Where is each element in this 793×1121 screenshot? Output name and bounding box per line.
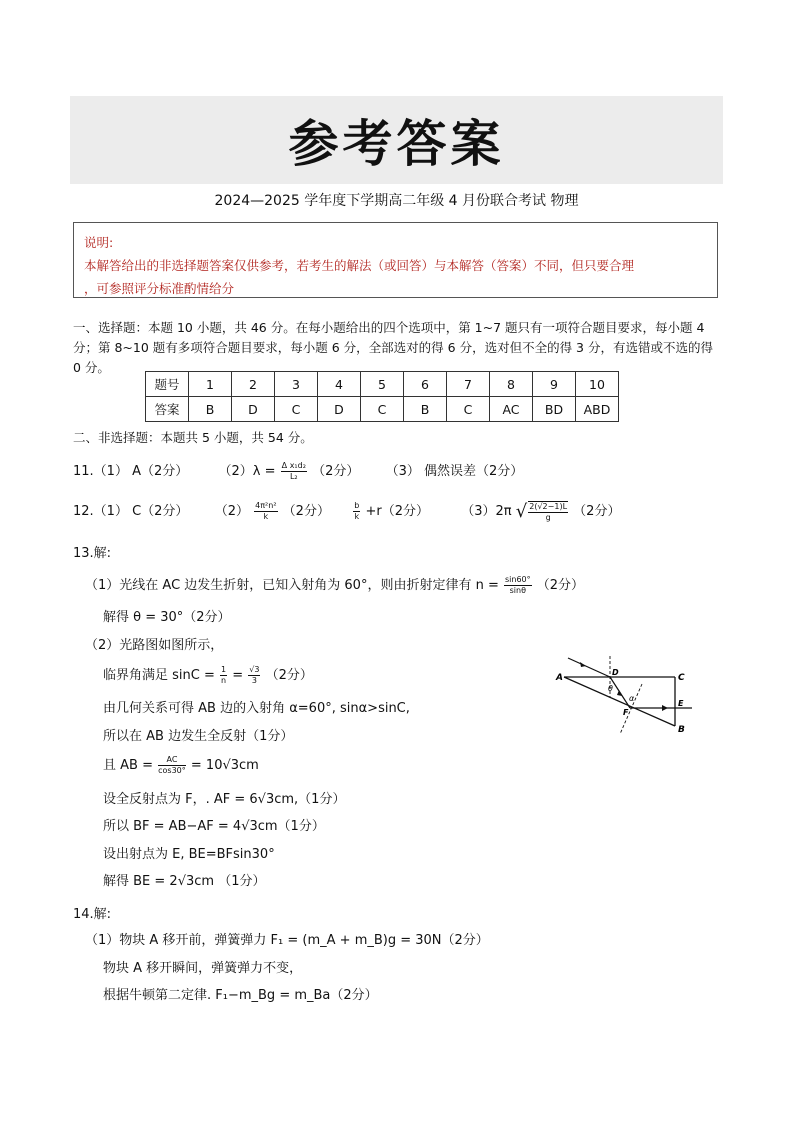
q13-line-8: 设全反射点为 F，. AF = 6√3cm,（1分）: [103, 792, 346, 807]
page-title: 参考答案: [288, 114, 505, 173]
fraction-denominator: 3: [251, 676, 257, 685]
q13-line-2: 解得 θ = 30°（2分）: [103, 610, 231, 625]
incident-ray: [568, 658, 610, 677]
q13-l4-score: （2分）: [265, 668, 313, 683]
table-cell: 10: [576, 372, 619, 397]
label-b: B: [678, 725, 685, 735]
q11-part3: （3） 偶然误差（2分）: [385, 464, 524, 479]
light-path-diagram: [550, 650, 700, 740]
fraction-numerator: 1: [221, 665, 227, 674]
label-d: D: [612, 668, 619, 677]
q12-part2-score: （2分）: [282, 504, 330, 519]
q13-l1-fraction: [504, 575, 532, 596]
q13-line-11: 解得 BE = 2√3cm （1分）: [103, 874, 266, 889]
q12-fraction-3: [528, 501, 568, 523]
q12-part3-score: （2分）: [573, 504, 621, 519]
fraction-numerator: √3: [249, 665, 260, 674]
table-cell: 5: [361, 372, 404, 397]
q11-part2-label: （2）λ =: [218, 464, 276, 479]
table-cell: 7: [447, 372, 490, 397]
fraction-numerator: 2(√2−1)L: [529, 501, 568, 511]
note-heading: 说明:: [84, 235, 114, 250]
q14-line-1: （1）物块 A 移开前，弹簧弹力 F₁ = (m_A + m_B)g = 30N（2分）: [85, 933, 489, 948]
q14-line-2: 物块 A 移开瞬间，弹簧弹力不变，: [103, 961, 303, 976]
prism-edge-ab: [564, 677, 675, 726]
table-cell: 4: [318, 372, 361, 397]
q13-line-1: [85, 574, 584, 596]
label-e: E: [678, 699, 684, 708]
q12-part1: 12.（1） C（2分）: [73, 504, 189, 519]
sqrt-sign-icon: √: [515, 501, 528, 522]
label-f: F: [623, 708, 629, 717]
fraction-numerator: b: [354, 501, 360, 510]
q13-line-7: [103, 754, 259, 776]
table-cell: D: [318, 397, 361, 422]
q13-l4-fraction-1: [220, 665, 227, 686]
label-theta: θ: [608, 684, 613, 693]
q13-line-10: 设出射点为 E, BE=BFsin30°: [103, 847, 275, 862]
q13-l1-text: （1）光线在 AC 边发生折射，已知入射角为 60°，则由折射定律有 n =: [85, 578, 499, 593]
table-cell: BD: [533, 397, 576, 422]
note-line-1: 本解答给出的非选择题答案仅供参考，若考生的解法（或回答）与本解答（答案）不同，但只要合理: [84, 258, 635, 273]
section-2-text: 二、非选择题：本题共 5 小题，共 54 分。: [73, 430, 313, 445]
q13-line-5: 由几何关系可得 AB 边的入射角 α=60°, sinα>sinC,: [103, 701, 410, 716]
table-row-numbers: [146, 372, 619, 397]
table-cell: C: [361, 397, 404, 422]
q12-fraction-2: [353, 501, 360, 522]
q13-line-4: [103, 664, 313, 686]
answer-table: [145, 371, 619, 422]
row-label-numbers: 题号: [146, 372, 189, 397]
table-cell: 2: [232, 372, 275, 397]
q13-l4-equals: =: [232, 668, 244, 683]
table-cell: 8: [490, 372, 533, 397]
arrow-icon: [662, 705, 668, 711]
fraction-denominator: k: [354, 512, 360, 521]
fraction-numerator: AC: [158, 755, 186, 766]
q13-l7-result: = 10√3cm: [190, 758, 259, 773]
table-cell: 6: [404, 372, 447, 397]
title-banner: [70, 96, 723, 184]
table-cell: D: [232, 397, 275, 422]
q11-part1: 11.（1） A（2分）: [73, 464, 189, 479]
note-box: [73, 222, 718, 298]
q13-l7-text: 且 AB =: [103, 758, 153, 773]
table-cell: 1: [189, 372, 232, 397]
q12-part2c: +r（2分）: [365, 504, 429, 519]
q13-line-9: 所以 BF = AB−AF = 4√3cm（1分）: [103, 819, 325, 834]
label-alpha: α: [629, 694, 635, 703]
label-c: C: [678, 673, 685, 683]
q12-part2-label: （2）: [214, 504, 249, 519]
q13-l7-fraction: [158, 755, 186, 776]
fraction-denominator: sinθ: [509, 586, 526, 595]
q13-l1-score: （2分）: [536, 578, 585, 593]
fraction-denominator: g: [545, 512, 551, 522]
fraction-denominator: cos30°: [158, 766, 186, 775]
table-cell: B: [189, 397, 232, 422]
note-line-2: ，可参照评分标准酌情给分: [84, 281, 235, 296]
q12-part3-label: （3）2π: [461, 504, 512, 519]
section-1-text: 一、选择题：本题 10 小题，共 46 分。在每小题给出的四个选项中，第 1~7 题只有一项符合题目要求，每小题 4 分；第 8~10 题有多项符合题目要求，每小题 6 分，全部选对的得 6 分，选对但不全的得 3 分，有选错或不选的得 0 分。: [73, 320, 713, 375]
exam-subtitle: 2024—2025 学年度下学期高二年级 4 月份联合考试 物理: [214, 193, 579, 209]
row-label-answers: 答案: [146, 397, 189, 422]
q13-l4-fraction-2: [248, 665, 260, 686]
fraction-numerator: sin60°: [505, 575, 531, 584]
q11-line: [73, 460, 523, 482]
label-a: A: [556, 673, 563, 683]
fraction-numerator: Δ x₁d₂: [281, 461, 306, 470]
table-cell: C: [275, 397, 318, 422]
fraction-denominator: k: [263, 512, 269, 521]
table-cell: C: [447, 397, 490, 422]
q13-l4-text: 临界角满足 sinC =: [103, 668, 215, 683]
table-cell: 9: [533, 372, 576, 397]
q14-heading: 14.解:: [73, 907, 112, 922]
q12-line: [73, 500, 620, 523]
q14-line-3: 根据牛顿第二定律. F₁−m_Bg = m_Ba（2分）: [103, 988, 378, 1003]
table-cell: AC: [490, 397, 533, 422]
table-cell: 3: [275, 372, 318, 397]
fraction-numerator: 4π²n²: [255, 501, 277, 510]
table-row-answers: [146, 397, 619, 422]
q12-fraction-1: [254, 501, 277, 522]
fraction-denominator: n: [221, 676, 227, 685]
table-cell: B: [404, 397, 447, 422]
q11-part2-score: （2分）: [312, 464, 360, 479]
table-cell: ABD: [576, 397, 619, 422]
q13-heading: 13.解:: [73, 546, 112, 561]
fraction-denominator: L₂: [289, 472, 298, 481]
q11-fraction: [281, 461, 307, 482]
q13-line-3: （2）光路图如图所示，: [85, 638, 224, 653]
q13-line-6: 所以在 AB 边发生全反射（1分）: [103, 729, 294, 744]
